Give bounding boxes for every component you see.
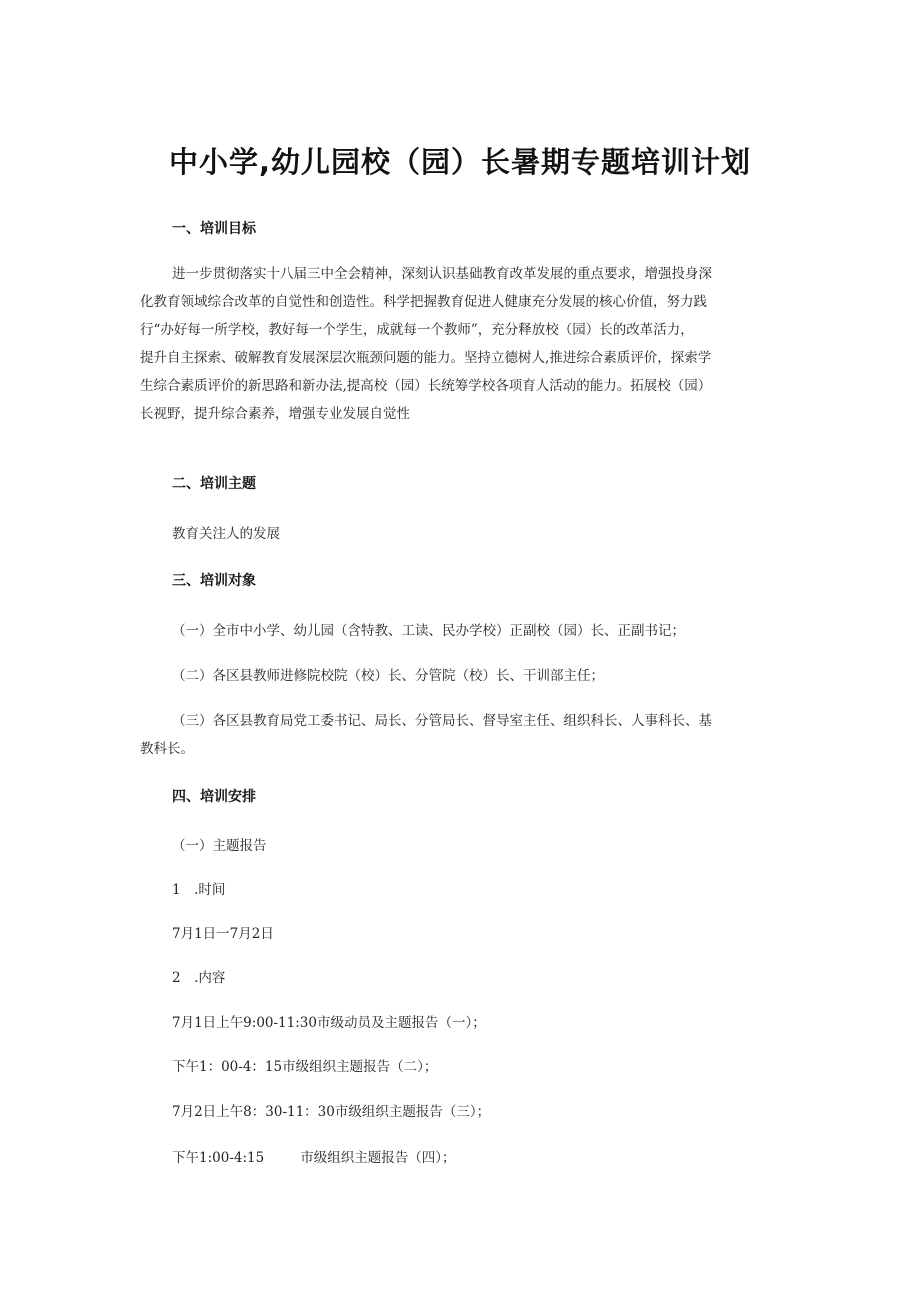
schedule-item: 下午1：00-4：15市级组织主题报告（二）； — [172, 1059, 438, 1075]
schedule-text: 市级组织主题报告（四）； — [300, 1150, 456, 1166]
paragraph-line: 提升自主探索、破解教育发展深层次瓶颈问题的能力。坚持立德树人,推进综合素质评价，探索学 — [140, 350, 712, 366]
paragraph-line: 长视野，提升综合素养，增强专业发展自觉性 — [140, 406, 410, 422]
paragraph-line: 化教育领域综合改革的自觉性和创造性。科学把握教育促进人健康充分发展的核心价值，努力践 — [140, 294, 707, 310]
theme-text: 教育关注人的发展 — [172, 526, 280, 542]
audience-item: （二）各区县教师进修院校院（校）长、分管院（校）长、干训部主任； — [172, 668, 604, 684]
schedule-item — [172, 1146, 455, 1166]
section-heading-goals: 一、培训目标 — [172, 221, 256, 237]
schedule-item: 7月2日上午8：30-11：30市级组织主题报告（三）； — [172, 1104, 491, 1120]
paragraph-line: 行“办好每一所学校，教好每一个学生，成就每一个教师”，充分释放校（园）长的改革活力， — [140, 322, 694, 338]
subsection-heading: （一）主题报告 — [172, 838, 267, 854]
time-label: 1 .时间 — [172, 882, 226, 898]
section-heading-theme: 二、培训主题 — [172, 476, 256, 492]
time-value: 7月1日一7月2日 — [172, 926, 274, 942]
paragraph-line: 生综合素质评价的新思路和新办法,提高校（园）长统筹学校各项育人活动的能力。拓展校（园） — [140, 378, 712, 394]
document-title: 中小学,幼儿园校（园）长暑期专题培训计划 — [168, 145, 752, 179]
goals-paragraph — [140, 260, 790, 428]
audience-item: （三）各区县教育局党工委书记、局长、分管局长、督导室主任、组织科长、人事科长、基 — [172, 713, 712, 729]
content-label: 2 .内容 — [172, 970, 226, 986]
audience-item: （一）全市中小学、幼儿园（含特教、工读、民办学校）正副校（园）长、正副书记； — [172, 623, 685, 639]
schedule-item: 7月1日上午9:00-11:30市级动员及主题报告（一）； — [172, 1015, 486, 1031]
paragraph-line: 进一步贯彻落实十八届三中全会精神，深刻认识基础教育改革发展的重点要求，增强投身深 — [172, 266, 712, 282]
schedule-time: 下午1:00-4:15 — [172, 1150, 265, 1166]
section-heading-audience: 三、培训对象 — [172, 573, 256, 589]
section-heading-schedule: 四、培训安排 — [172, 789, 256, 805]
audience-item-continuation: 教科长。 — [140, 741, 194, 757]
